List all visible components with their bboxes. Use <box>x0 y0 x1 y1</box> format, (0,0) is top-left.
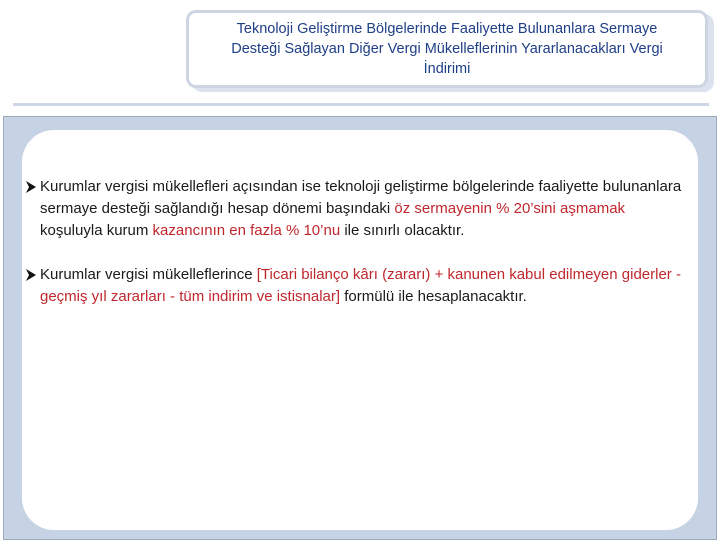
bullet-1-part-5: ile sınırlı olacaktır. <box>340 222 465 239</box>
title-line-1: Teknoloji Geliştirme Bölgelerinde Faaliyette Bulunanlara Sermaye <box>236 21 658 37</box>
bullet-1-highlight-2: kazancının en fazla % 10’nu <box>152 222 341 239</box>
bullet-1-part-3: koşuluyla kurum <box>40 222 153 239</box>
bullet-text-2 <box>40 264 688 308</box>
arrow-bullet-icon <box>24 264 38 286</box>
title-line-2: Desteği Sağlayan Diğer Vergi Mükelleflerinin Yararlanacakları Vergi <box>231 41 663 57</box>
bullet-2-part-1: Kurumlar vergisi mükelleflerince <box>40 266 257 283</box>
bullet-2-highlight-1: [Ticari bilanço kârı (zararı) + kanunen kabul edilmeyen giderler - geçmiş yıl zararları - tüm indirim ve istisnalar] <box>40 266 681 305</box>
bullet-item-1 <box>24 176 688 242</box>
title-divider <box>13 103 709 106</box>
title-line-3: İndirimi <box>423 61 471 77</box>
slide-title-box <box>186 10 708 88</box>
bullet-text-1 <box>40 176 688 242</box>
bullet-1-highlight-1: öz sermayenin % 20’sini aşmamak <box>394 200 626 217</box>
slide-title <box>223 19 670 79</box>
bullet-1-part-1: Kurumlar vergisi mükellefleri açısından ise teknoloji geliştirme bölgelerinde faaliyette bulunanlara sermaye desteği sağlandığı hesap dönemi başındaki <box>40 178 682 217</box>
arrow-bullet-icon <box>24 176 38 198</box>
bullet-item-2 <box>24 264 688 308</box>
bullet-2-part-3: formülü ile hesaplanacaktır. <box>340 288 527 305</box>
